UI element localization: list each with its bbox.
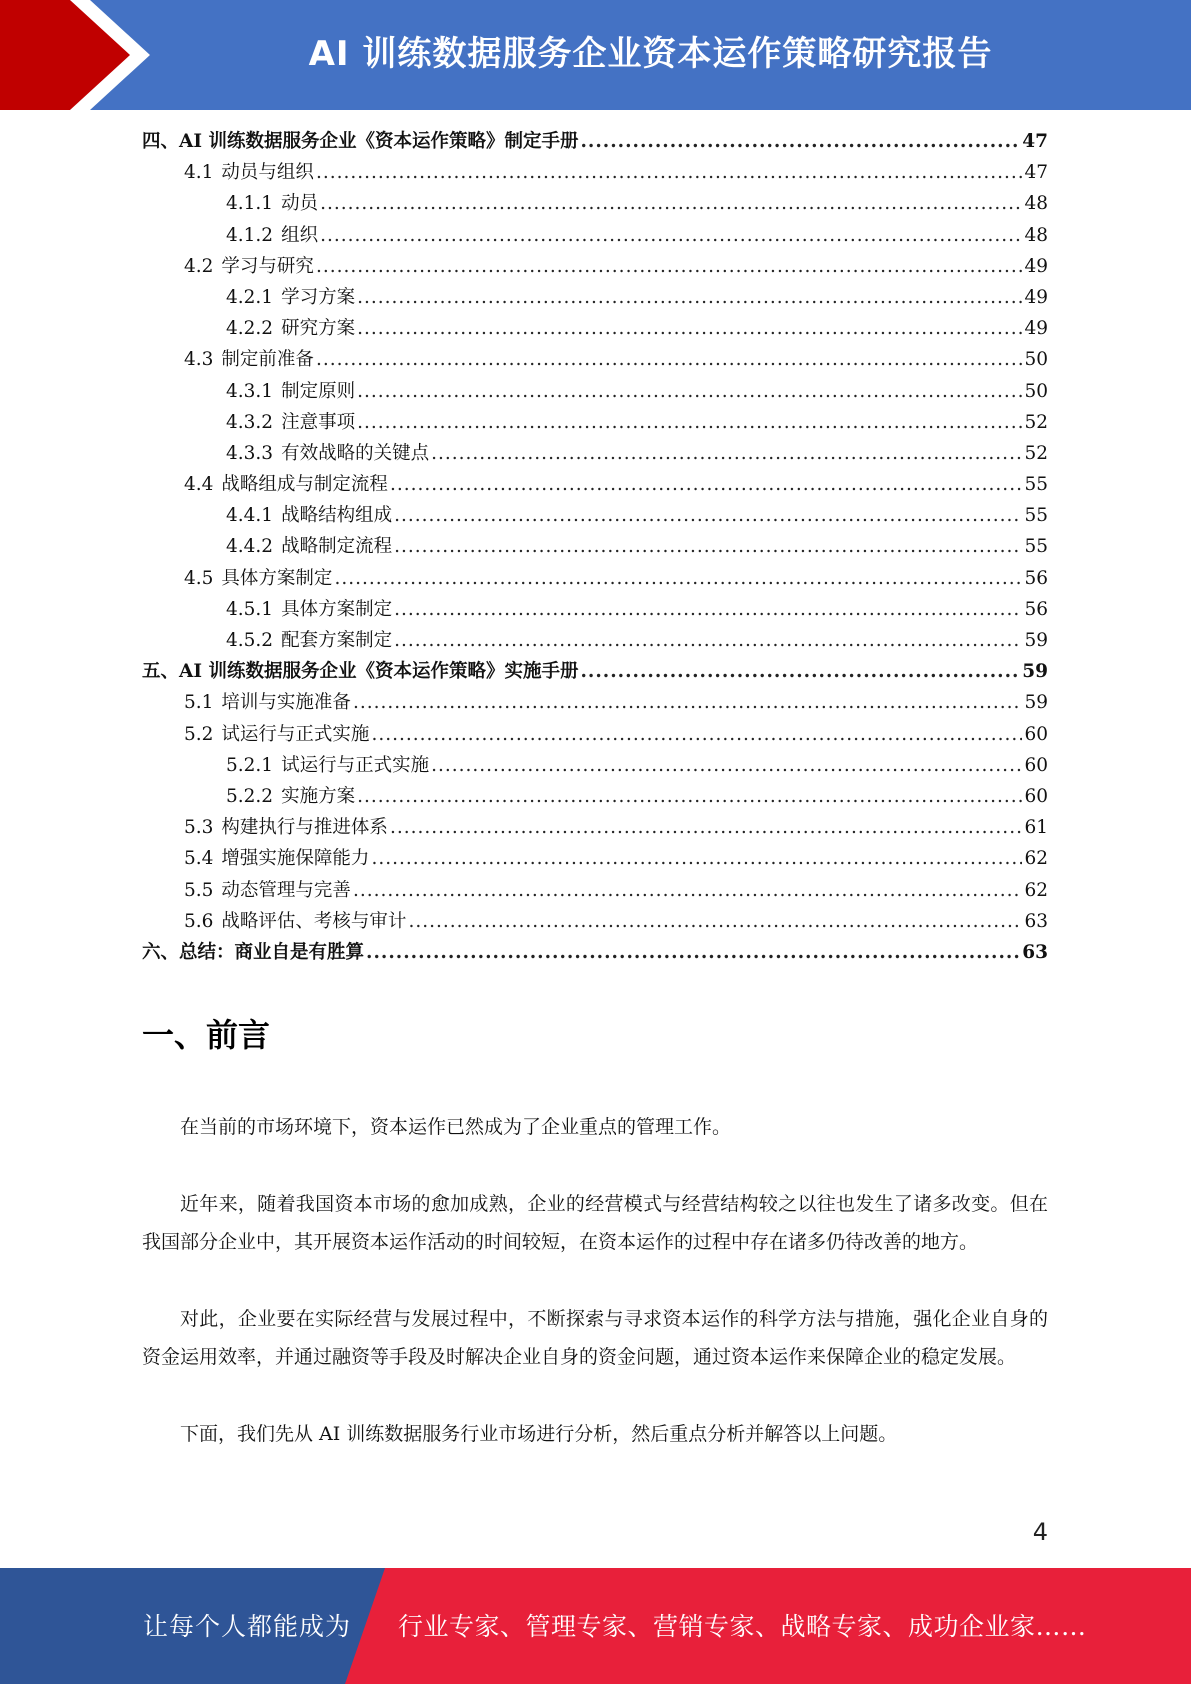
toc-entry-number: 4.4.1 [226,505,274,527]
toc-entry-title: 具体方案制定 [281,598,393,620]
toc-entry-title: 战略结构组成 [281,505,393,527]
toc-dot-leader [357,282,1022,313]
toc-dot-leader [353,875,1023,906]
toc-entry-title: 战略组成与制定流程 [221,474,388,496]
toc-dot-leader [366,937,1020,968]
toc-entry[interactable] [142,875,1048,906]
page-number: 4 [1032,1518,1048,1546]
toc-dot-leader [394,531,1022,562]
toc-entry[interactable] [142,656,1048,687]
toc-dot-leader [320,188,1022,219]
paragraph: 近年来，随着我国资本市场的愈加成熟，企业的经营模式与经营结构较之以往也发生了诸多改变。但在我国部分企业中，其开展资本运作活动的时间较短，在资本运作的过程中存在诸多仍待改善的地方。 [142,1193,1048,1253]
toc-entry-title: 试运行与正式实施 [221,723,370,745]
toc-dot-leader [394,625,1022,656]
toc-dot-leader [357,313,1022,344]
toc-dot-leader [357,376,1022,407]
toc-entry-page: 52 [1024,411,1048,433]
toc-entry-title: 战略评估、考核与审计 [221,910,407,932]
toc-entry[interactable] [142,594,1048,625]
toc-entry-page: 60 [1024,785,1048,807]
toc-dot-leader [371,719,1022,750]
toc-dot-leader [357,407,1022,438]
toc-dot-leader [371,843,1022,874]
toc-entry-title: 动态管理与完善 [221,879,351,901]
page-header [0,0,1191,110]
toc-entry-title: 四、AI 训练数据服务企业《资本运作策略》制定手册 [142,131,579,152]
toc-entry-number: 4.1 [184,162,214,184]
toc-entry-page: 55 [1024,474,1048,496]
toc-dot-leader [353,687,1023,718]
toc-entry-number: 4.4.2 [226,536,274,558]
toc-entry-number: 4.3 [184,349,214,371]
toc-entry[interactable] [142,220,1048,251]
toc-dot-leader [316,157,1023,188]
toc-entry-page: 59 [1024,630,1048,651]
toc-entry-number: 4.2 [184,255,214,277]
toc-entry-page: 60 [1024,723,1048,745]
table-of-contents [142,126,1048,968]
toc-entry-title: 有效战略的关键点 [281,442,430,464]
toc-dot-leader [394,594,1022,625]
document-title: AI 训练数据服务企业资本运作策略研究报告 [308,34,993,74]
toc-entry-page: 56 [1024,598,1048,620]
toc-entry[interactable] [142,188,1048,219]
toc-entry[interactable] [142,126,1048,157]
toc-entry[interactable] [142,906,1048,937]
toc-entry-number: 5.6 [184,910,214,932]
toc-entry-title: 构建执行与推进体系 [221,817,388,839]
toc-entry[interactable] [142,687,1048,718]
toc-entry-number: 5.2 [184,723,214,745]
toc-entry[interactable] [142,937,1048,968]
toc-entry-page: 55 [1024,505,1048,527]
toc-entry-title: 战略制定流程 [281,536,393,558]
toc-entry[interactable] [142,469,1048,500]
toc-entry[interactable] [142,563,1048,594]
toc-entry-title: 配套方案制定 [281,630,393,651]
toc-entry-number: 5.1 [184,692,214,714]
toc-entry[interactable] [142,313,1048,344]
toc-entry-page: 48 [1024,193,1048,215]
toc-entry-page: 50 [1024,349,1048,371]
toc-entry-number: 4.5.2 [226,630,274,651]
toc-entry-page: 62 [1024,848,1048,870]
toc-entry-title: 六、总结：商业自是有胜算 [142,941,365,963]
toc-dot-leader [320,220,1022,251]
toc-entry-title: 五、AI 训练数据服务企业《资本运作策略》实施手册 [142,661,579,683]
toc-dot-leader [431,750,1022,781]
toc-entry-title: 注意事项 [281,411,356,433]
toc-entry-number: 5.3 [184,817,214,839]
toc-entry-page: 59 [1022,661,1048,683]
toc-dot-leader [357,781,1022,812]
toc-entry-title: 增强实施保障能力 [221,848,370,870]
body-text [142,1108,1048,1492]
toc-dot-leader [431,438,1022,469]
toc-entry-page: 47 [1022,131,1048,152]
toc-entry-page: 59 [1024,692,1048,714]
paragraph: 对此，企业要在实际经营与发展过程中，不断探索与寻求资本运作的科学方法与措施，强化企业自身的资金运用效率，并通过融资等手段及时解决企业自身的资金问题，通过资本运作来保障企业的稳定发展。 [142,1308,1048,1368]
toc-entry[interactable] [142,282,1048,313]
toc-dot-leader [408,906,1022,937]
toc-entry-title: 试运行与正式实施 [281,754,430,776]
toc-entry-title: 制定前准备 [221,349,314,371]
toc-entry-page: 48 [1024,224,1048,246]
toc-entry-page: 55 [1024,536,1048,558]
toc-entry-number: 4.5 [184,567,214,589]
toc-entry[interactable] [142,376,1048,407]
toc-entry-page: 63 [1022,941,1048,963]
toc-entry-number: 5.4 [184,848,214,870]
toc-entry[interactable] [142,531,1048,562]
toc-entry-number: 5.2.1 [226,754,274,776]
toc-entry-page: 49 [1024,255,1048,277]
toc-entry[interactable] [142,843,1048,874]
toc-entry[interactable] [142,251,1048,282]
toc-entry[interactable] [142,750,1048,781]
toc-entry-number: 4.1.2 [226,224,274,246]
toc-entry-page: 49 [1024,318,1048,340]
toc-dot-leader [334,563,1022,594]
toc-entry[interactable] [142,344,1048,375]
paragraph: 下面，我们先从 AI 训练数据服务行业市场进行分析，然后重点分析并解答以上问题。 [180,1423,898,1445]
toc-entry-number: 4.4 [184,474,214,496]
toc-entry-page: 63 [1024,910,1048,932]
toc-entry-page: 50 [1024,380,1048,402]
toc-dot-leader [394,500,1022,531]
toc-entry-title: 学习方案 [281,286,356,308]
toc-entry-title: 具体方案制定 [221,567,333,589]
toc-entry-number: 5.5 [184,879,214,901]
toc-entry-page: 47 [1024,162,1048,184]
toc-entry-page: 60 [1024,754,1048,776]
toc-entry-number: 4.3.2 [226,411,274,433]
toc-entry-number: 4.2.1 [226,286,274,308]
toc-entry[interactable] [142,625,1048,656]
toc-entry-page: 56 [1024,567,1048,589]
toc-entry[interactable] [142,438,1048,469]
toc-dot-leader [390,812,1023,843]
toc-entry-number: 5.2.2 [226,785,274,807]
toc-entry-number: 4.3.1 [226,380,274,402]
paragraph: 在当前的市场环境下，资本运作已然成为了企业重点的管理工作。 [180,1116,732,1138]
toc-dot-leader [580,126,1020,157]
toc-dot-leader [316,251,1023,282]
toc-entry-number: 4.2.2 [226,318,274,340]
toc-entry-number: 4.1.1 [226,193,274,215]
toc-entry[interactable] [142,719,1048,750]
toc-entry[interactable] [142,781,1048,812]
toc-entry[interactable] [142,812,1048,843]
toc-entry-title: 研究方案 [281,318,356,340]
toc-entry[interactable] [142,407,1048,438]
toc-entry-title: 学习与研究 [221,255,314,277]
section-heading: 一、前言 [142,1016,271,1054]
toc-entry-page: 49 [1024,286,1048,308]
toc-dot-leader [390,469,1023,500]
toc-entry[interactable] [142,500,1048,531]
toc-entry-title: 动员与组织 [221,162,314,184]
footer-slogan-left: 让每个人都能成为 [143,1612,352,1641]
page-footer [0,1568,1191,1684]
toc-dot-leader [316,344,1023,375]
toc-entry-number: 4.5.1 [226,598,274,620]
toc-entry[interactable] [142,157,1048,188]
toc-entry-title: 实施方案 [281,785,356,807]
toc-entry-title: 培训与实施准备 [221,692,351,714]
toc-entry-title: 组织 [281,224,319,246]
toc-entry-number: 4.3.3 [226,442,274,464]
toc-entry-page: 62 [1024,879,1048,901]
footer-slogan-right: 行业专家、管理专家、营销专家、战略专家、成功企业家…… [398,1612,1087,1641]
toc-entry-title: 制定原则 [281,380,356,402]
toc-entry-page: 61 [1024,817,1048,839]
toc-entry-title: 动员 [281,193,319,215]
toc-dot-leader [580,656,1020,687]
toc-entry-page: 52 [1024,442,1048,464]
